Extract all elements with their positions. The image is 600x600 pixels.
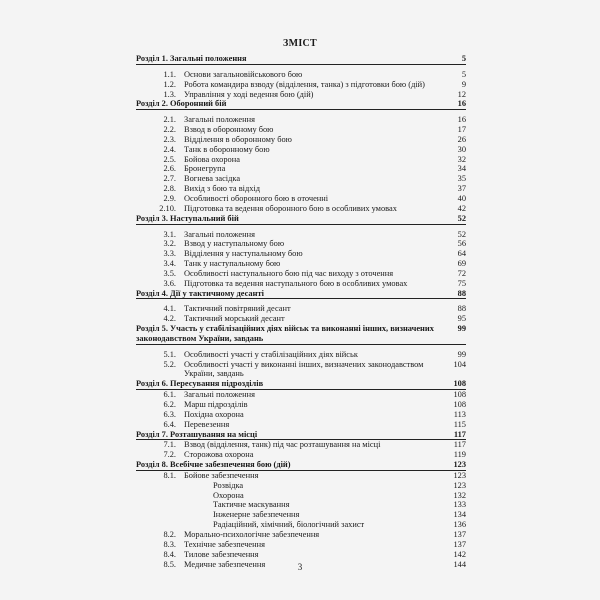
toc-entry-row[interactable] (136, 115, 466, 125)
toc-entry-number: 2.5. (163, 154, 176, 164)
toc-entry-row[interactable] (136, 530, 466, 540)
toc-entry-number: 1.3. (163, 89, 176, 99)
toc-entry-title: Медичне забезпечення (184, 559, 266, 569)
toc-entry-title: Тактичний повітряний десант (184, 304, 291, 314)
toc-entry-number: 7.1. (163, 440, 176, 450)
toc-entry-title: Марш підрозділів (184, 400, 248, 409)
toc-entry-title: Відділення в оборонному бою (184, 134, 292, 144)
toc-entry-title: Вихід з бою та відхід (184, 184, 261, 194)
toc-entry-number: 8.2. (163, 529, 176, 539)
toc-entry-page: 34 (457, 164, 466, 174)
toc-entry-row[interactable] (136, 304, 466, 314)
toc-section-row[interactable] (136, 214, 466, 225)
toc-entry-title: Сторожова охорона (184, 450, 254, 460)
toc-entry-row[interactable] (136, 230, 466, 240)
toc-entry-row[interactable] (136, 135, 466, 145)
toc-entry-row[interactable] (136, 145, 466, 155)
toc-entry-title: Розділ 6. Пересування підрозділів (136, 379, 264, 389)
toc-entry-page: 32 (457, 154, 466, 164)
toc-entry-row[interactable] (136, 491, 466, 501)
toc-entry-number: 2.1. (163, 115, 176, 125)
page-title: ЗМІСТ (283, 38, 317, 49)
toc-entry-page: 136 (453, 520, 466, 530)
toc-entry-title: Розділ 3. Наступальний бій (136, 213, 239, 223)
toc-entry-title: Відділення у наступальному бою (184, 249, 303, 259)
toc-entry-page: 108 (453, 379, 466, 389)
toc-entry-row[interactable] (136, 174, 466, 184)
table-of-contents (136, 54, 466, 569)
toc-entry-title: Тактичне маскування (213, 500, 290, 510)
toc-entry-title: Охорона (213, 490, 244, 500)
toc-entry-title: Підготовка та ведення оборонного бою в особливих умовах (184, 203, 397, 213)
toc-entry-row[interactable] (136, 550, 466, 560)
toc-entry-row[interactable] (136, 410, 466, 420)
toc-entry-number: 3.1. (163, 229, 176, 239)
toc-entry-page: 9 (461, 79, 466, 89)
toc-entry-number: 2.6. (163, 164, 176, 174)
toc-entry-number: 1.2. (163, 79, 176, 89)
toc-entry-row[interactable] (136, 471, 466, 481)
toc-entry-title: Танк у наступальному бою (184, 259, 281, 269)
toc-entry-page: 16 (457, 115, 466, 125)
toc-entry-row[interactable] (136, 239, 466, 249)
toc-entry-row[interactable] (136, 204, 466, 214)
toc-entry-page: 119 (453, 450, 466, 460)
toc-section-row[interactable] (136, 99, 466, 110)
toc-entry-page: 99 (457, 324, 466, 334)
toc-entry-row[interactable] (136, 390, 466, 400)
toc-entry-page: 108 (453, 400, 466, 409)
toc-entry-title: Розділ 7. Розташування на місці (136, 429, 258, 439)
toc-entry-page: 52 (457, 229, 466, 239)
toc-entry-title: Розділ 2. Оборонний бій (136, 99, 227, 109)
toc-entry-number: 6.4. (163, 419, 176, 429)
toc-entry-page: 69 (457, 259, 466, 269)
toc-entry-page: 16 (457, 99, 466, 109)
toc-entry-page: 26 (457, 134, 466, 144)
toc-entry-title: Радіаційний, хімічний, біологічний захист (213, 520, 365, 530)
toc-entry-page: 95 (457, 314, 466, 324)
toc-entry-page: 137 (453, 529, 466, 539)
toc-entry-page: 17 (457, 125, 466, 135)
page-number: 3 (297, 562, 303, 572)
toc-entry-page: 104 (453, 359, 466, 369)
toc-entry-number: 3.2. (163, 239, 176, 249)
toc-entry-title: Розділ 5. Участь у стабілізаційних діях військ та виконанні інших, визначених законодавством України, завдань (136, 324, 434, 343)
toc-entry-number: 4.2. (163, 314, 176, 324)
toc-entry-row[interactable] (136, 440, 466, 450)
toc-section-row[interactable] (136, 460, 466, 471)
toc-entry-number: 2.4. (163, 144, 176, 154)
toc-entry-page: 72 (457, 268, 466, 278)
toc-entry-row[interactable] (136, 194, 466, 204)
toc-entry-page: 37 (457, 184, 466, 194)
toc-entry-title: Загальні положення (184, 390, 255, 400)
toc-entry-page: 144 (453, 559, 466, 569)
toc-entry-number: 8.5. (163, 559, 176, 569)
toc-entry-page: 123 (453, 480, 466, 490)
toc-entry-row[interactable] (136, 450, 466, 460)
toc-entry-page: 56 (457, 239, 466, 249)
toc-entry-number: 4.1. (163, 304, 176, 314)
toc-entry-page: 88 (457, 304, 466, 314)
toc-entry-title: Взвод у наступальному бою (184, 239, 285, 249)
toc-entry-page: 117 (453, 429, 466, 439)
toc-entry-page: 40 (457, 193, 466, 203)
toc-section-row[interactable] (136, 379, 466, 390)
toc-entry-page: 123 (453, 470, 466, 480)
toc-entry-number: 5.2. (163, 359, 176, 369)
toc-entry-number: 2.10. (159, 203, 176, 213)
toc-entry-title: Тактичний морський десант (184, 314, 285, 324)
toc-entry-number: 3.6. (163, 278, 176, 288)
toc-entry-row[interactable] (136, 350, 466, 360)
toc-entry-number: 7.2. (163, 450, 176, 460)
toc-section-row[interactable] (136, 54, 466, 65)
toc-entry-title: Розвідка (213, 480, 244, 490)
toc-entry-number: 8.3. (163, 539, 176, 549)
toc-entry-page: 52 (457, 213, 466, 223)
toc-entry-title: Розділ 8. Всебічне забезпечення бою (дій) (136, 460, 291, 470)
toc-entry-row[interactable] (136, 360, 466, 380)
toc-entry-row[interactable] (136, 279, 466, 289)
toc-entry-number: 8.1. (163, 470, 176, 480)
toc-entry-page: 108 (453, 390, 466, 400)
toc-entry-page: 137 (453, 539, 466, 549)
toc-entry-title: Управління у ході ведення бою (дій) (184, 89, 314, 99)
toc-entry-row[interactable] (136, 510, 466, 520)
toc-entry-title: Розділ 4. Дії у тактичному десанті (136, 288, 264, 298)
toc-entry-page: 113 (453, 409, 466, 419)
toc-entry-row[interactable] (136, 70, 466, 80)
toc-entry-page: 134 (453, 510, 466, 520)
toc-entry-number: 5.1. (163, 349, 176, 359)
toc-entry-page: 75 (457, 278, 466, 288)
toc-entry-row[interactable] (136, 259, 466, 269)
toc-entry-page: 64 (457, 249, 466, 259)
toc-section-row[interactable] (136, 324, 466, 345)
toc-entry-title: Бойова охорона (184, 154, 240, 164)
toc-entry-page: 88 (457, 288, 466, 298)
toc-entry-page: 42 (457, 203, 466, 213)
toc-entry-title: Підготовка та ведення наступального бою в особливих умовах (184, 278, 408, 288)
toc-entry-title: Взвод (відділення, танк) під час розташування на місці (184, 440, 381, 450)
toc-entry-page: 12 (457, 89, 466, 99)
toc-entry-row[interactable] (136, 155, 466, 165)
toc-entry-title: Особливості участі у стабілізаційних діях військ (184, 349, 358, 359)
toc-entry-page: 5 (461, 54, 466, 63)
toc-entry-row[interactable] (136, 520, 466, 530)
toc-entry-row[interactable] (136, 90, 466, 100)
toc-entry-title: Основи загальновійськового бою (184, 69, 303, 79)
toc-entry-title: Особливості наступального бою під час виходу з оточення (184, 268, 394, 278)
toc-entry-page: 30 (457, 144, 466, 154)
toc-entry-number: 8.4. (163, 549, 176, 559)
toc-entry-number: 1.1. (163, 69, 176, 79)
toc-entry-row[interactable] (136, 269, 466, 279)
toc-entry-row[interactable] (136, 125, 466, 135)
toc-entry-title: Бойове забезпечення (184, 470, 259, 480)
toc-entry-title: Танк в оборонному бою (184, 144, 270, 154)
toc-entry-title: Похідна охорона (184, 409, 244, 419)
toc-entry-row[interactable] (136, 314, 466, 324)
toc-entry-row[interactable] (136, 249, 466, 259)
toc-entry-title: Особливості оборонного бою в оточенні (184, 193, 329, 203)
toc-entry-title: Технічне забезпечення (184, 539, 265, 549)
toc-entry-row[interactable] (136, 540, 466, 550)
toc-entry-title: Загальні положення (184, 115, 255, 125)
toc-entry-title: Взвод в оборонному бою (184, 125, 274, 135)
toc-entry-title: Тилове забезпечення (184, 549, 259, 559)
toc-entry-row[interactable] (136, 481, 466, 491)
toc-entry-number: 6.3. (163, 409, 176, 419)
toc-entry-page: 132 (453, 490, 466, 500)
toc-entry-title: Морально-психологічне забезпечення (184, 529, 320, 539)
toc-entry-number: 2.3. (163, 134, 176, 144)
toc-entry-number: 6.2. (163, 400, 176, 409)
toc-entry-number: 3.3. (163, 249, 176, 259)
toc-entry-number: 3.4. (163, 259, 176, 269)
toc-entry-title: Особливості участі у виконанні інших, визначених законодавством України, завдань (184, 359, 424, 379)
toc-entry-number: 2.7. (163, 174, 176, 184)
toc-entry-title: Розділ 1. Загальні положення (136, 54, 247, 63)
toc-entry-row[interactable] (136, 164, 466, 174)
toc-entry-row[interactable] (136, 500, 466, 510)
toc-entry-row[interactable] (136, 184, 466, 194)
toc-entry-page: 133 (453, 500, 466, 510)
toc-entry-title: Загальні положення (184, 229, 255, 239)
toc-entry-row[interactable] (136, 420, 466, 430)
toc-entry-title: Вогнева засідка (184, 174, 241, 184)
toc-entry-page: 5 (461, 69, 466, 79)
toc-entry-title: Робота командира взводу (відділення, танка) з підготовки бою (дій) (184, 79, 425, 89)
toc-entry-number: 3.5. (163, 268, 176, 278)
toc-entry-page: 115 (453, 419, 466, 429)
toc-entry-page: 35 (457, 174, 466, 184)
toc-entry-row[interactable] (136, 400, 466, 410)
toc-entry-page: 99 (457, 349, 466, 359)
toc-entry-number: 2.9. (163, 193, 176, 203)
toc-entry-page: 142 (453, 549, 466, 559)
toc-entry-title: Перевезення (184, 419, 230, 429)
toc-entry-row[interactable] (136, 80, 466, 90)
toc-entry-page: 117 (453, 440, 466, 450)
toc-entry-number: 6.1. (163, 390, 176, 400)
toc-entry-page: 123 (453, 460, 466, 470)
toc-entry-number: 2.2. (163, 125, 176, 135)
toc-section-row[interactable] (136, 289, 466, 300)
toc-entry-title: Бронегрупа (184, 164, 226, 174)
toc-entry-title: Інженерне забезпечення (213, 510, 300, 520)
toc-entry-number: 2.8. (163, 184, 176, 194)
toc-section-row[interactable] (136, 430, 466, 441)
